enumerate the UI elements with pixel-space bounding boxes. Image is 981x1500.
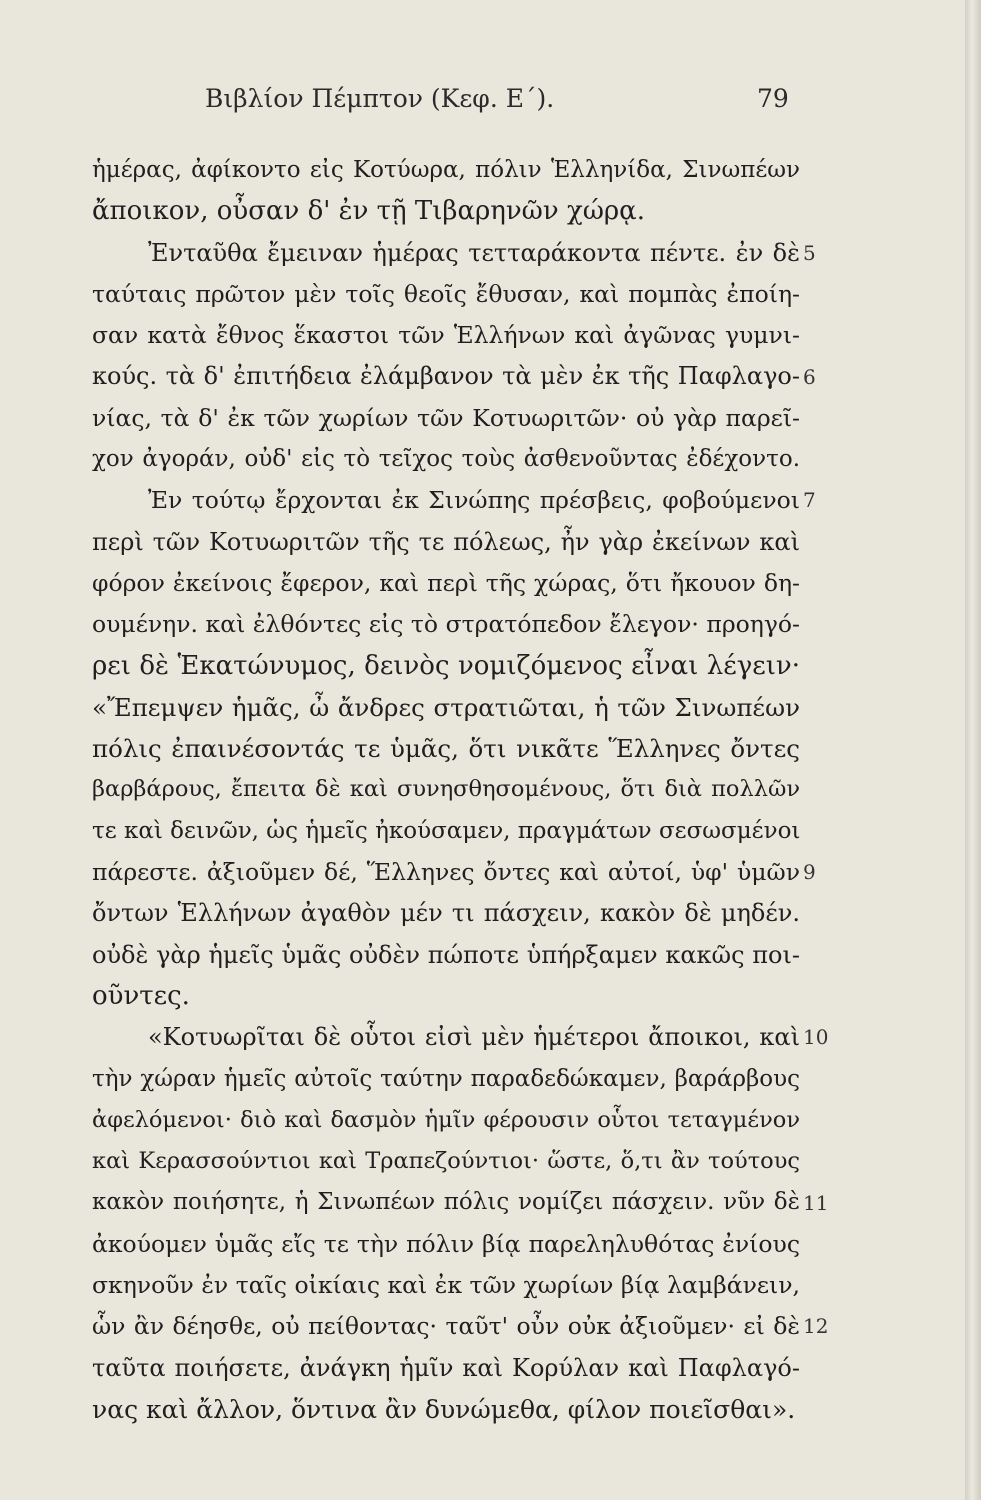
text-line: τε καὶ δεινῶν, ὡς ἡμεῖς ἠκούσαμεν, πραγμάτων σεσωσμένοι [92, 817, 801, 844]
section-number: 6 [803, 364, 816, 389]
text-line: πάρεστε. ἀξιοῦμεν δέ, Ἕλληνες ὄντες καὶ αὐτοί, ὑφ' ὑμῶν [92, 858, 800, 887]
page-number: 79 [757, 84, 789, 113]
text-line: κούς. τὰ δ' ἐπιτήδεια ἐλάμβανον τὰ μὲν ἐκ τῆς Παφλαγο- [92, 362, 800, 391]
text-line: σκηνοῦν ἐν ταῖς οἰκίαις καὶ ἐκ τῶν χωρίων βίᾳ λαμβάνειν, [92, 1271, 800, 1300]
text-line: οῦντες. [92, 980, 190, 1011]
text-line: ὄντων Ἑλλήνων ἀγαθὸν μέν τι πάσχειν, κακὸν δὲ μηδέν. [92, 899, 800, 928]
text-line: νίας, τὰ δ' ἐκ τῶν χωρίων τῶν Κοτυωριτῶν· οὐ γὰρ παρεῖ- [92, 403, 800, 432]
text-line: ουμένην. καὶ ἐλθόντες εἰς τὸ στρατόπεδον ἔλεγον· προηγό- [92, 610, 800, 639]
text-line: ἀφελόμενοι· διὸ καὶ δασμὸν ἡμῖν φέρουσιν οὗτοι τεταγμένον [92, 1106, 800, 1133]
text-line: ὧν ἂν δέησθε, οὐ πείθοντας· ταῦτ' οὖν οὐκ ἀξιοῦμεν· εἰ δὲ [92, 1312, 800, 1341]
text-line: «Ἔπεμψεν ἡμᾶς, ὦ ἄνδρες στρατιῶται, ἡ τῶν Σινωπέων [92, 692, 800, 722]
text-line: ταῦτα ποιήσετε, ἀνάγκη ἡμῖν καὶ Κορύλαν καὶ Παφλαγό- [92, 1353, 800, 1382]
running-head-title: Βιβλίον Πέμπτον (Κεφ. Ε΄). [205, 84, 555, 113]
text-line: χον ἀγοράν, οὐδ' εἰς τὸ τεῖχος τοὺς ἀσθενοῦντας ἐδέχοντο. [92, 446, 800, 473]
text-body [92, 150, 800, 1430]
text-line: φόρον ἐκείνοις ἔφερον, καὶ περὶ τῆς χώρας, ὅτι ἤκουον δη- [92, 568, 800, 597]
text-line: τὴν χώραν ἡμεῖς αὐτοῖς ταύτην παραδεδώκαμεν, βαράρβους [92, 1065, 800, 1092]
section-number: 12 [803, 1314, 829, 1339]
text-line: ρει δὲ Ἑκατώνυμος, δεινὸς νομιζόμενος εἶναι λέγειν· [92, 650, 800, 681]
text-line: καὶ Κερασσούντιοι καὶ Τραπεζούντιοι· ὥστε, ὅ,τι ἂν τούτους [92, 1148, 800, 1175]
text-line: Ἐν τούτῳ ἔρχονται ἐκ Σινώπης πρέσβεις, φοβούμενοι [148, 486, 800, 515]
text-line: οὐδὲ γὰρ ἡμεῖς ὑμᾶς οὐδὲν πώποτε ὑπήρξαμεν κακῶς ποι- [92, 940, 800, 969]
text-line: ἀκούομεν ὑμᾶς εἴς τε τὴν πόλιν βίᾳ παρεληλυθότας ἐνίους [92, 1229, 800, 1258]
section-number: 5 [803, 240, 816, 265]
section-number: 9 [803, 860, 816, 885]
text-line: ἄποικον, οὖσαν δ' ἐν τῇ Τιβαρηνῶν χώρᾳ. [92, 196, 646, 227]
text-line: νας καὶ ἄλλον, ὅντινα ἂν δυνώμεθα, φίλον ποιεῖσθαι». [92, 1394, 796, 1424]
text-line: σαν κατὰ ἔθνος ἕκαστοι τῶν Ἑλλήνων καὶ ἀγῶνας γυμνι- [92, 321, 800, 350]
text-line: ἡμέρας, ἀφίκοντο εἰς Κοτύωρα, πόλιν Ἑλληνίδα, Σινωπέων [92, 157, 800, 183]
text-line: Ἐνταῦθα ἔμειναν ἡμέρας τετταράκοντα πέντε. ἐν δὲ [148, 238, 800, 267]
section-number: 11 [803, 1190, 829, 1215]
text-line: βαρβάρους, ἔπειτα δὲ καὶ συνησθησομένους, ὅτι διὰ πολλῶν [92, 776, 800, 803]
text-line: πόλις ἐπαινέσοντάς τε ὑμᾶς, ὅτι νικᾶτε Ἕλληνες ὄντες [92, 734, 800, 764]
text-line: ταύταις πρῶτον μὲν τοῖς θεοῖς ἔθυσαν, καὶ πομπὰς ἐποίη- [92, 279, 800, 308]
text-line: κακὸν ποιήσητε, ἡ Σινωπέων πόλις νομίζει πάσχειν. νῦν δὲ [92, 1189, 800, 1216]
running-head [0, 84, 965, 124]
page-edge [965, 0, 981, 1500]
section-number: 7 [803, 488, 816, 513]
section-number: 10 [803, 1025, 829, 1050]
text-line: «Κοτυωρῖται δὲ οὗτοι εἰσὶ μὲν ἡμέτεροι ἄποικοι, καὶ [148, 1023, 800, 1052]
text-line: περὶ τῶν Κοτυωριτῶν τῆς τε πόλεως, ἦν γὰρ ἐκείνων καὶ [92, 527, 800, 556]
